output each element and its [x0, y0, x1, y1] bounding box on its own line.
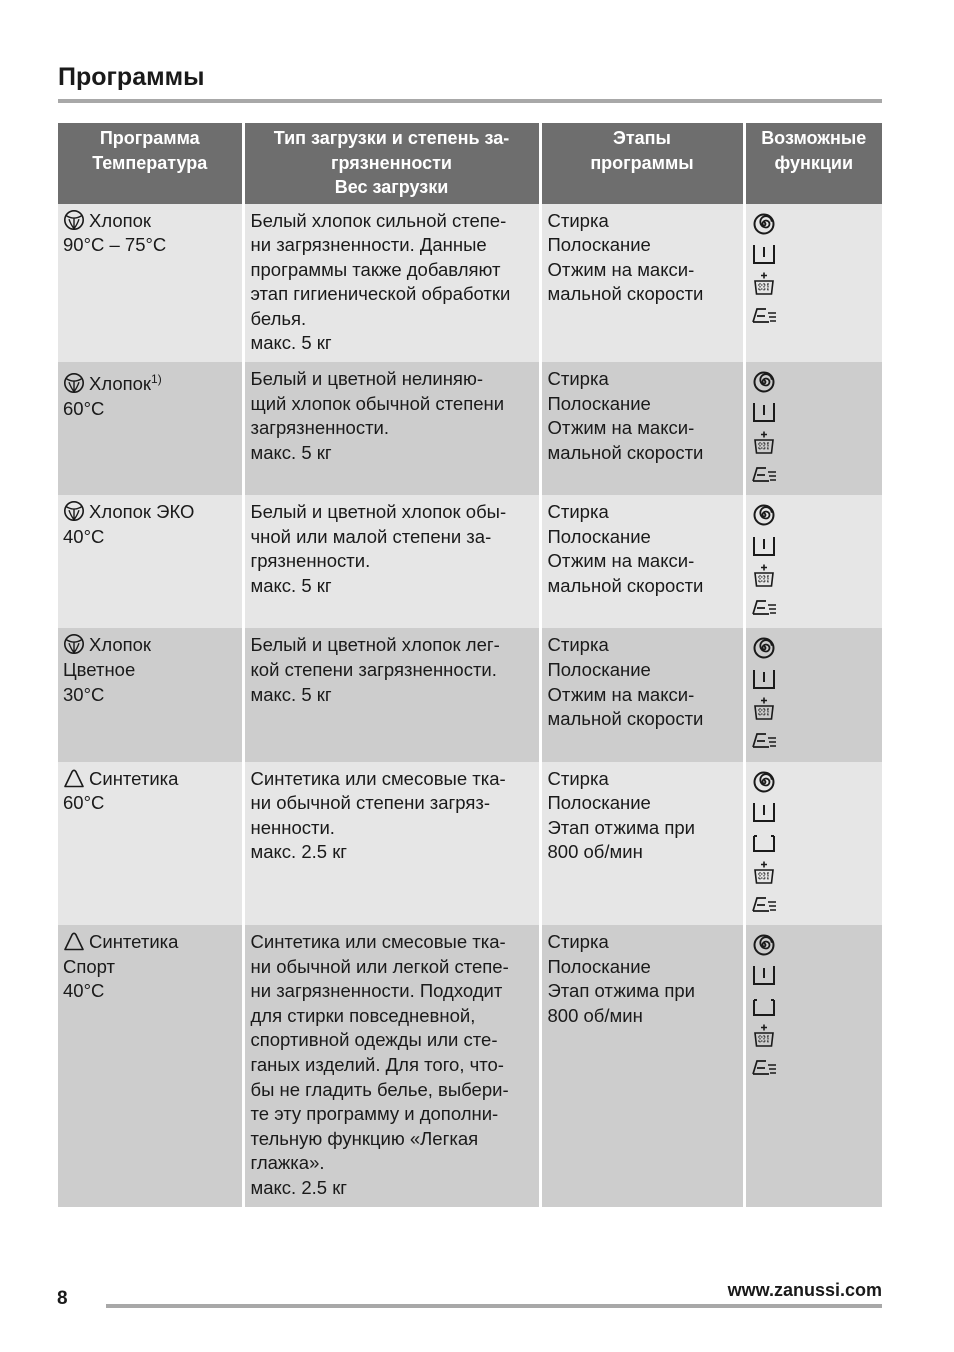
program-text: Хлопок ЭКО: [89, 501, 195, 523]
cotton-symbol: [63, 500, 85, 522]
program-line: [63, 955, 238, 980]
program-line: [63, 233, 238, 258]
synthetics-symbol: [63, 930, 85, 952]
footnote-marker: 1): [151, 372, 162, 387]
spiral-icon: [750, 634, 778, 664]
extra-rinse-icon: [750, 695, 778, 725]
description-line: щий хлопок обычной степени: [250, 392, 505, 414]
description-line: ни загрязненности. Подходит: [250, 980, 503, 1002]
phase-line: Полоскание: [547, 955, 651, 977]
load-description-cell: [243, 762, 540, 925]
program-text: 30°C: [63, 683, 105, 705]
easy-iron-icon: [750, 459, 778, 489]
program-name: [63, 209, 238, 234]
program-text: Синтетика: [89, 767, 179, 789]
program-text: 60°C: [63, 792, 105, 814]
rinse-hold-icon: [750, 398, 778, 428]
description-line: спортивной одежды или сте-: [250, 1029, 498, 1051]
program-line: [63, 525, 238, 550]
function-icon-list: [750, 633, 879, 755]
program-cell: [58, 628, 243, 761]
description-line: макс. 2.5 кг: [250, 1177, 348, 1199]
description-line: кой степени загрязненности.: [250, 659, 497, 681]
description-line: макс. 2.5 кг: [250, 841, 348, 863]
description-line: макс. 5 кг: [250, 332, 332, 354]
table-row: [58, 204, 882, 363]
header-load-type: [243, 123, 540, 204]
description-line: те эту программу и дополни-: [250, 1103, 499, 1125]
cotton-symbol: [63, 209, 85, 231]
easy-iron-icon: [750, 300, 778, 330]
load-description-cell: [243, 495, 540, 628]
phases-cell: [540, 495, 744, 628]
program-line: [63, 979, 238, 1004]
header-line: функции: [774, 152, 854, 173]
phase-line: Полоскание: [547, 525, 651, 547]
night-cycle-icon: [750, 992, 778, 1022]
description-line: ни загрязненности. Данные: [250, 234, 487, 256]
phase-line: Отжим на макси-: [547, 258, 695, 280]
program-name: [63, 367, 238, 397]
extra-rinse-icon: [750, 562, 778, 592]
description-line: Белый и цветной хлопок лег-: [250, 634, 500, 656]
easy-iron-icon: [750, 725, 778, 755]
program-text: Цветное: [63, 659, 136, 681]
program-text: 90°C – 75°C: [63, 234, 167, 256]
spiral-icon: [750, 501, 778, 531]
table-header-row: [58, 123, 882, 204]
description-line: макс. 5 кг: [250, 441, 332, 463]
program-name: [63, 633, 238, 658]
phases-cell: [540, 762, 744, 925]
header-line: Этапы: [613, 128, 671, 148]
phases-cell: [540, 628, 744, 761]
rinse-hold-icon: [750, 798, 778, 828]
description-line: ни обычной степени загряз-: [250, 792, 491, 814]
function-icon-list: [750, 500, 879, 622]
extra-rinse-icon: [750, 429, 778, 459]
program-text: Синтетика: [89, 931, 179, 953]
program-cell: [58, 362, 243, 495]
description-line: Белый хлопок сильной степе-: [250, 209, 507, 231]
cotton-symbol: [63, 372, 85, 394]
phases-cell: [540, 925, 744, 1207]
phase-line: Отжим на макси-: [547, 417, 695, 439]
load-description-cell: [243, 628, 540, 761]
program-cell: [58, 925, 243, 1207]
spiral-icon: [750, 768, 778, 798]
load-description-cell: [243, 925, 540, 1207]
phase-line: Стирка: [547, 501, 609, 523]
program-text: Хлопок: [89, 634, 152, 656]
functions-cell: [744, 362, 882, 495]
spiral-icon: [750, 368, 778, 398]
program-text: Хлопок: [89, 209, 152, 231]
extra-rinse-icon: [750, 1022, 778, 1052]
header-line: Программа: [99, 128, 200, 148]
phase-line: 800 об/мин: [547, 1004, 643, 1026]
program-cell: [58, 495, 243, 628]
program-cell: [58, 762, 243, 925]
description-line: Синтетика или смесовые тка-: [250, 931, 506, 953]
rinse-hold-icon: [750, 240, 778, 270]
header-line: программы: [590, 152, 694, 173]
phase-line: Стирка: [547, 209, 609, 231]
header-program: [58, 123, 243, 204]
table-row: [58, 925, 882, 1207]
easy-iron-icon: [750, 1052, 778, 1082]
phase-line: мальной скорости: [547, 283, 704, 305]
spiral-icon: [750, 210, 778, 240]
extra-rinse-icon: [750, 859, 778, 889]
program-line: [63, 658, 238, 683]
title-divider: [58, 99, 882, 103]
easy-iron-icon: [750, 889, 778, 919]
program-text: Спорт: [63, 955, 116, 977]
description-line: ганых изделий. Для того, что-: [250, 1054, 504, 1076]
functions-cell: [744, 495, 882, 628]
program-text: 60°C: [63, 397, 105, 419]
description-line: грязненности.: [250, 550, 371, 572]
program-text: 40°C: [63, 980, 105, 1002]
description-line: для стирки повседневной,: [250, 1004, 476, 1026]
description-line: Белый и цветной хлопок обы-: [250, 501, 507, 523]
description-line: Синтетика или смесовые тка-: [250, 767, 506, 789]
phase-line: Стирка: [547, 931, 609, 953]
phases-cell: [540, 204, 744, 363]
night-cycle-icon: [750, 828, 778, 858]
phase-line: Полоскание: [547, 792, 651, 814]
phase-line: мальной скорости: [547, 441, 704, 463]
description-line: глажка».: [250, 1152, 325, 1174]
rinse-hold-icon: [750, 532, 778, 562]
programs-table: [58, 123, 882, 1207]
table-row: [58, 762, 882, 925]
program-line: [63, 683, 238, 708]
phase-line: Полоскание: [547, 234, 651, 256]
description-line: загрязненности.: [250, 417, 390, 439]
functions-cell: [744, 204, 882, 363]
functions-cell: [744, 628, 882, 761]
description-line: ни обычной или легкой степе-: [250, 955, 509, 977]
rinse-hold-icon: [750, 961, 778, 991]
program-name: [63, 767, 238, 792]
function-icon-list: [750, 209, 879, 331]
description-line: тельную функцию «Легкая: [250, 1127, 479, 1149]
program-line: [63, 397, 238, 422]
phases-cell: [540, 362, 744, 495]
phase-line: Отжим на макси-: [547, 550, 695, 572]
description-line: программы также добавляют: [250, 258, 501, 280]
header-line: грязненности: [331, 152, 452, 173]
program-cell: [58, 204, 243, 363]
phase-line: Этап отжима при: [547, 816, 695, 838]
load-description-cell: [243, 204, 540, 363]
extra-rinse-icon: [750, 270, 778, 300]
function-icon-list: [750, 930, 879, 1082]
table-row: [58, 628, 882, 761]
phase-line: Полоскание: [547, 659, 651, 681]
phase-line: Стирка: [547, 368, 609, 390]
functions-cell: [744, 925, 882, 1207]
description-line: макс. 5 кг: [250, 575, 332, 597]
phase-line: мальной скорости: [547, 708, 704, 730]
table-row: [58, 495, 882, 628]
header-line: Возможные: [761, 128, 867, 148]
phase-line: мальной скорости: [547, 575, 704, 597]
description-line: бы не гладить белье, выбери-: [250, 1078, 509, 1100]
function-icon-list: [750, 367, 879, 489]
load-description-cell: [243, 362, 540, 495]
website-url: www.zanussi.com: [727, 1280, 882, 1300]
description-line: чной или малой степени за-: [250, 525, 492, 547]
phase-line: Этап отжима при: [547, 980, 695, 1002]
rinse-hold-icon: [750, 665, 778, 695]
phase-line: Стирка: [547, 634, 609, 656]
phase-line: 800 об/мин: [547, 841, 643, 863]
header-phases: [540, 123, 744, 204]
cotton-symbol: [63, 633, 85, 655]
function-icon-list: [750, 767, 879, 919]
description-line: этап гигиенической обработки: [250, 283, 511, 305]
header-line: Температура: [92, 152, 208, 173]
page-title: Программы: [58, 63, 205, 91]
description-line: белья.: [250, 307, 307, 329]
phase-line: Стирка: [547, 767, 609, 789]
program-line: [63, 791, 238, 816]
program-text: Хлопок: [89, 373, 152, 395]
footer-divider: [106, 1304, 882, 1308]
phase-line: Отжим на макси-: [547, 683, 695, 705]
header-functions: [744, 123, 882, 204]
header-line: Тип загрузки и степень за-: [273, 128, 510, 148]
description-line: ненности.: [250, 816, 335, 838]
easy-iron-icon: [750, 592, 778, 622]
page-number: 8: [57, 1288, 68, 1309]
program-name: [63, 500, 238, 525]
program-text: 40°C: [63, 525, 105, 547]
description-line: макс. 5 кг: [250, 683, 332, 705]
synthetics-symbol: [63, 767, 85, 789]
description-line: Белый и цветной нелиняю-: [250, 368, 483, 390]
functions-cell: [744, 762, 882, 925]
table-row: [58, 362, 882, 495]
header-line: Вес загрузки: [334, 177, 449, 197]
program-name: [63, 930, 238, 955]
spiral-icon: [750, 931, 778, 961]
phase-line: Полоскание: [547, 392, 651, 414]
